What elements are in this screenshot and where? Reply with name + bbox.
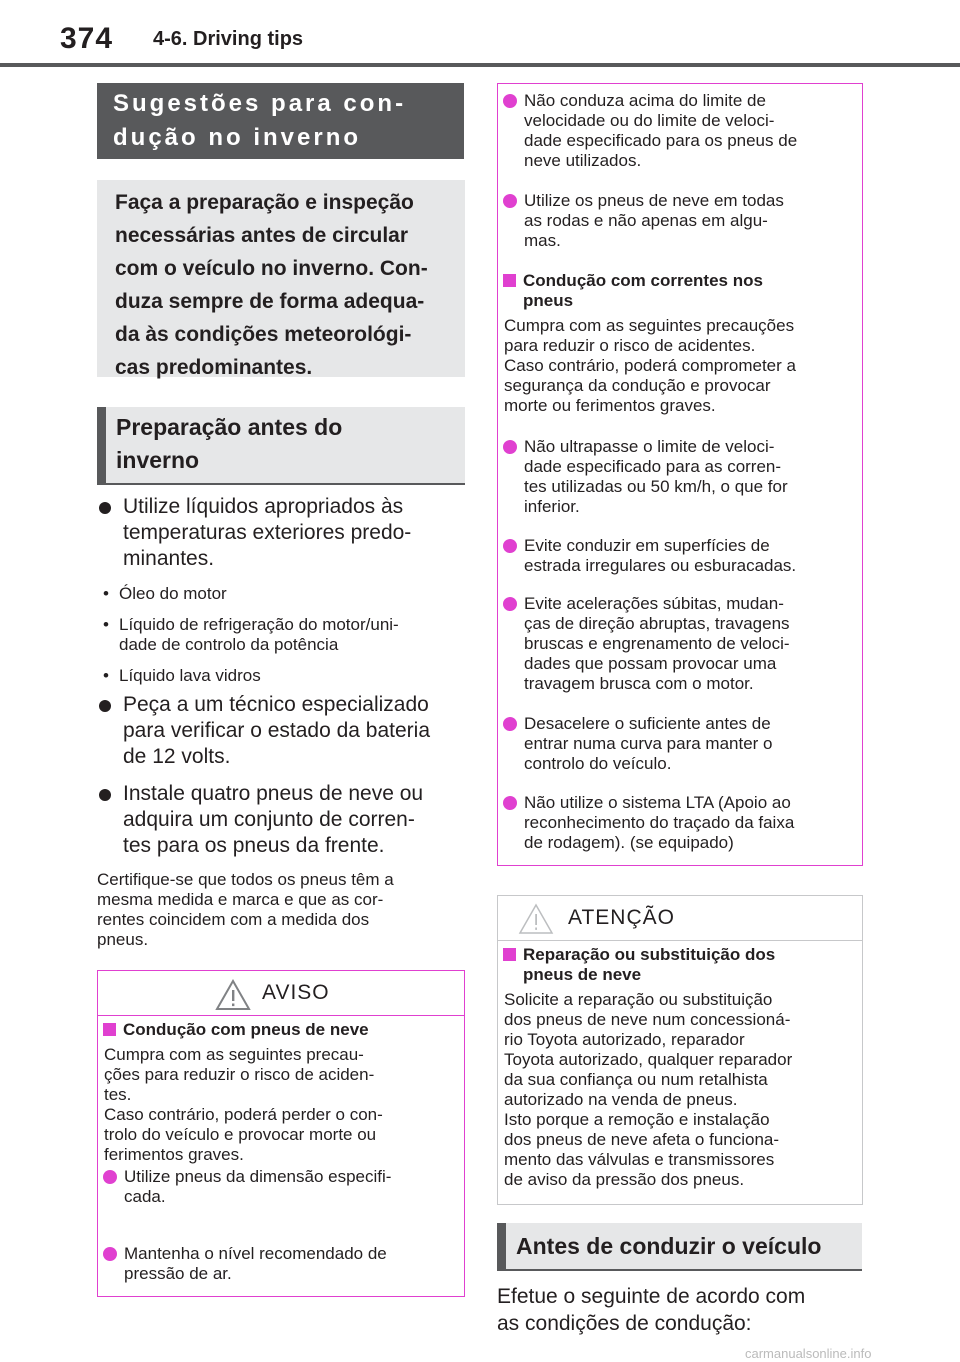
atencao-text-line: Isto porque a remoção e instalação: [504, 1110, 770, 1129]
square-bullet-icon: [503, 274, 516, 287]
warning-triangle-icon: [215, 979, 251, 1011]
main-title: [97, 83, 464, 159]
bullet-item: [97, 494, 467, 572]
chains-item-line: dades que possam provocar uma: [524, 654, 777, 673]
aviso-item: [102, 1244, 460, 1284]
square-bullet-icon: [503, 948, 516, 961]
aviso-item-line: cada.: [124, 1187, 166, 1206]
page-header: [0, 0, 960, 68]
atencao-text-line: dos pneus de neve afeta o funciona-: [504, 1130, 780, 1149]
chains-item-line: inferior.: [524, 497, 580, 516]
aviso-item-line: Utilize pneus da dimensão especifi-: [124, 1167, 392, 1186]
sub-bullet-item: [103, 666, 463, 686]
chains-item-line: Evite conduzir em superfícies de: [524, 536, 770, 555]
bullet-dot-icon: [99, 502, 111, 514]
chains-heading: [501, 271, 859, 311]
circle-bullet-icon: [503, 597, 517, 611]
winter-item-line: neve utilizados.: [524, 151, 642, 170]
sub-bullet-line: Líquido de refrigeração do motor/uni-: [119, 615, 399, 634]
atencao-header: [498, 896, 862, 941]
bullet-line: adquira um conjunto de corren-: [123, 808, 415, 831]
aviso-text-line: tes.: [104, 1085, 132, 1104]
winter-item-line: mas.: [524, 231, 561, 250]
tire-note: [97, 870, 467, 950]
chains-text-line: para reduzir o risco de acidentes.: [504, 336, 756, 355]
intro-box: [97, 180, 465, 377]
aviso-header: [98, 971, 464, 1016]
chains-heading-line: Condução com correntes nos: [523, 271, 763, 290]
chains-text: [504, 316, 860, 416]
atencao-heading: [501, 945, 859, 985]
atencao-title: ATENÇÃO: [568, 906, 675, 929]
atencao-text-line: Toyota autorizado, qualquer reparador: [504, 1050, 793, 1069]
atencao-text-line: mento das válvulas e transmissores: [504, 1150, 775, 1169]
winter-item: [502, 91, 860, 171]
chains-item-line: de rodagem). (se equipado): [524, 833, 734, 852]
tire-note-line: pneus.: [97, 930, 149, 949]
atencao-heading-line: pneus de neve: [523, 965, 642, 984]
chains-item: [502, 793, 860, 853]
atencao-text-line: rio Toyota autorizado, reparador: [504, 1030, 745, 1049]
atencao-text-line: de aviso da pressão dos pneus.: [504, 1170, 745, 1189]
chains-item-line: bruscas e engrenamento de veloci-: [524, 634, 790, 653]
circle-bullet-icon: [503, 539, 517, 553]
circle-bullet-icon: [503, 440, 517, 454]
sub-bullet-item: [103, 615, 463, 655]
aviso-text-line: ções para reduzir o risco de aciden-: [104, 1065, 375, 1084]
bullet-line: para verificar o estado da bateria: [123, 719, 431, 742]
bullet-line: Utilize líquidos apropriados às: [123, 495, 404, 518]
chains-item: [502, 714, 860, 774]
bullet-item: [97, 692, 467, 770]
winter-item: [502, 191, 860, 251]
chains-item-line: Desacelere o suficiente antes de: [524, 714, 771, 733]
bullet-item: [97, 781, 467, 859]
circle-bullet-icon: [103, 1170, 117, 1184]
before-driving-heading: Antes de conduzir o veículo: [497, 1223, 862, 1271]
chains-item-line: controlo do veículo.: [524, 754, 672, 773]
prep-heading-line: Preparação antes do: [116, 414, 343, 440]
atencao-heading-line: Reparação ou substituição dos: [523, 945, 776, 964]
bullet-dot-icon: [99, 789, 111, 801]
bullet-line: Peça a um técnico especializado: [123, 693, 429, 716]
aviso-item: [102, 1167, 460, 1207]
aviso-text-line: trolo do veículo e provocar morte ou: [104, 1125, 377, 1144]
intro-line: com o veículo no inverno. Con-: [115, 257, 428, 280]
bullet-line: Instale quatro pneus de neve ou: [123, 782, 424, 805]
circle-bullet-icon: [503, 194, 517, 208]
aviso-text: [104, 1045, 460, 1165]
sub-bullet-line: Óleo do motor: [119, 584, 227, 603]
winter-item-line: as rodas e não apenas em algu-: [524, 211, 768, 230]
bullet-line: minantes.: [123, 547, 215, 570]
sub-bullet-marker-icon: •: [103, 666, 109, 685]
aviso-heading-line: Condução com pneus de neve: [123, 1020, 369, 1039]
chains-item: [502, 594, 860, 694]
chains-item: [502, 536, 860, 576]
chains-item-line: dade especificado para as corren-: [524, 457, 782, 476]
prep-heading-line: inverno: [116, 447, 200, 473]
tire-note-line: mesma medida e marca e que as cor-: [97, 890, 384, 909]
chains-item: [502, 437, 860, 517]
chains-item-line: estrada irregulares ou esburacadas.: [524, 556, 797, 575]
chains-item-line: travagem brusca com o motor.: [524, 674, 754, 693]
chains-text-line: Caso contrário, poderá comprometer a: [504, 356, 796, 375]
winter-item-line: dade especificado para os pneus de: [524, 131, 798, 150]
sub-bullet-marker-icon: •: [103, 615, 109, 634]
chains-text-line: Cumpra com as seguintes precauções: [504, 316, 795, 335]
atencao-text-line: dos pneus de neve num concessioná-: [504, 1010, 791, 1029]
atencao-text-line: Solicite a reparação ou substituição: [504, 990, 773, 1009]
chains-item-line: ças de direção abruptas, travagens: [524, 614, 790, 633]
intro-line: duza sempre de forma adequa-: [115, 290, 425, 313]
aviso-title: AVISO: [262, 981, 330, 1004]
aviso-box: [97, 970, 465, 1297]
aviso-text-line: ferimentos graves.: [104, 1145, 244, 1164]
atencao-text: [504, 990, 860, 1190]
tire-note-line: Certifique-se que todos os pneus têm a: [97, 870, 394, 889]
bullet-line: de 12 volts.: [123, 745, 231, 768]
chains-heading-line: pneus: [523, 291, 574, 310]
circle-bullet-icon: [103, 1247, 117, 1261]
winter-driving-box: [497, 83, 863, 866]
bullet-dot-icon: [99, 700, 111, 712]
intro-line: Faça a preparação e inspeção: [115, 191, 414, 214]
atencao-text-line: autorizado na venda de pneus.: [504, 1090, 738, 1109]
chains-item-line: entrar numa curva para manter o: [524, 734, 773, 753]
circle-bullet-icon: [503, 796, 517, 810]
aviso-item-line: pressão de ar.: [124, 1264, 232, 1283]
winter-item-line: Não conduza acima do limite de: [524, 91, 766, 110]
atencao-box: [497, 895, 863, 1205]
intro-line: cas predominantes.: [115, 356, 313, 379]
prep-heading: [97, 407, 465, 485]
main-title-line: Sugestões para con-: [113, 90, 407, 117]
aviso-item-line: Mantenha o nível recomendado de: [124, 1244, 387, 1263]
chains-item-line: Evite acelerações súbitas, mudan-: [524, 594, 784, 613]
sub-bullet-item: [103, 584, 463, 604]
tire-note-line: rentes coincidem com a medida dos: [97, 910, 370, 929]
sub-bullet-line: dade de controlo da potência: [119, 635, 339, 654]
winter-item-line: velocidade ou do limite de veloci-: [524, 111, 775, 130]
chains-text-line: segurança da condução e provocar: [504, 376, 771, 395]
square-bullet-icon: [103, 1023, 116, 1036]
circle-bullet-icon: [503, 94, 517, 108]
aviso-text-line: Cumpra com as seguintes precau-: [104, 1045, 364, 1064]
chains-item-line: reconhecimento do traçado da faixa: [524, 813, 795, 832]
intro-line: da às condições meteorológi-: [115, 323, 412, 346]
aviso-heading: [101, 1020, 461, 1040]
bullet-line: tes para os pneus da frente.: [123, 834, 385, 857]
chains-item-line: tes utilizadas ou 50 km/h, o que for: [524, 477, 788, 496]
intro-line: necessárias antes de circular: [115, 224, 409, 247]
chains-item-line: Não ultrapasse o limite de veloci-: [524, 437, 775, 456]
aviso-text-line: Caso contrário, poderá perder o con-: [104, 1105, 383, 1124]
section-title: 4-6. Driving tips: [153, 28, 304, 50]
watermark: carmanualsonline.info: [745, 1346, 872, 1361]
circle-bullet-icon: [503, 717, 517, 731]
before-driving-line: Efetue o seguinte de acordo com: [497, 1285, 806, 1308]
bullet-line: temperaturas exteriores predo-: [123, 521, 412, 544]
page-number: 374: [60, 22, 114, 55]
chains-item-line: Não utilize o sistema LTA (Apoio ao: [524, 793, 791, 812]
before-driving-text: [497, 1283, 857, 1337]
sub-bullet-marker-icon: •: [103, 584, 109, 603]
sub-bullet-line: Líquido lava vidros: [119, 666, 261, 685]
warning-triangle-icon: [518, 903, 554, 935]
winter-item-line: Utilize os pneus de neve em todas: [524, 191, 784, 210]
header-rule: [0, 63, 960, 67]
main-title-line: dução no inverno: [113, 124, 362, 151]
atencao-text-line: da sua confiança ou num retalhista: [504, 1070, 768, 1089]
before-driving-line: as condições de condução:: [497, 1312, 752, 1335]
chains-text-line: morte ou ferimentos graves.: [504, 396, 716, 415]
